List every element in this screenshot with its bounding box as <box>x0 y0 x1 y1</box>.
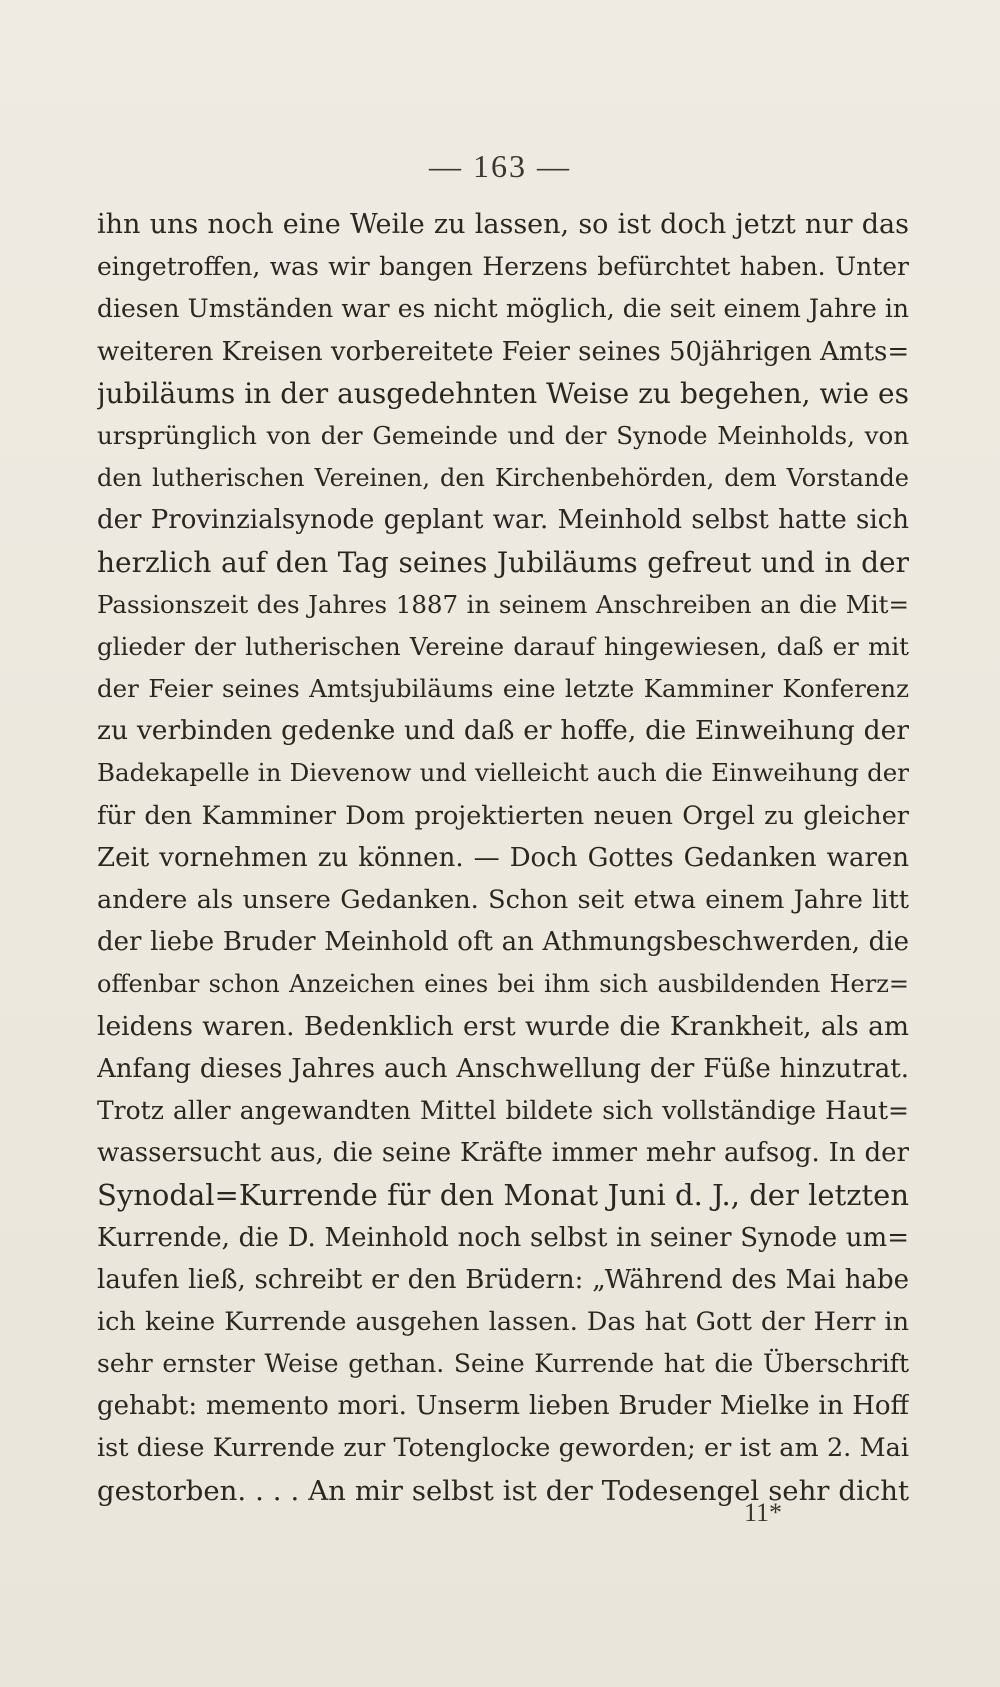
body-text <box>97 204 909 1512</box>
text-line: zu verbinden gedenke und daß er hoffe, die Einweihung der <box>97 715 909 747</box>
text-line: glieder der lutherischen Vereine darauf hingewiesen, daß er mit <box>97 631 909 661</box>
text-line: herzlich auf den Tag seines Jubiläums gefreut und in der <box>97 545 909 579</box>
text-line: jubiläums in der ausgedehnten Weise zu begehen, wie es <box>97 376 909 410</box>
text-line: den lutherischen Vereinen, den Kirchenbehörden, dem Vorstande <box>97 464 909 493</box>
text-line: weiteren Kreisen vorbereitete Feier seines 50jährigen Amts= <box>97 336 909 367</box>
signature-mark: 11* <box>744 1498 783 1527</box>
text-line: wassersucht aus, die seine Kräfte immer mehr aufsog. In der <box>97 1138 909 1169</box>
text-line: eingetroffen, was wir bangen Herzens befürchtet haben. Unter <box>97 252 909 282</box>
text-line: gestorben. . . . An mir selbst ist der Todesengel sehr dicht <box>97 1474 909 1507</box>
text-line: laufen ließ, schreibt er den Brüdern: „Während des Mai habe <box>97 1264 909 1295</box>
text-line: andere als unsere Gedanken. Schon seit etwa einem Jahre litt <box>97 885 909 915</box>
text-line: Anfang dieses Jahres auch Anschwellung der Füße hinzutrat. <box>97 1053 909 1084</box>
text-line: Passionszeit des Jahres 1887 in seinem Anschreiben an die Mit= <box>97 589 909 619</box>
text-line: der Feier seines Amtsjubiläums eine letzte Kamminer Konferenz <box>97 674 909 704</box>
text-line: offenbar schon Anzeichen eines bei ihm sich ausbildenden Herz= <box>97 970 909 999</box>
text-line: der liebe Bruder Meinhold oft an Athmungsbeschwerden, die <box>97 927 909 958</box>
text-line: Kurrende, die D. Meinhold noch selbst in seiner Synode um= <box>97 1222 909 1253</box>
page-number: — 163 — <box>429 148 571 184</box>
text-line: Trotz aller angewandten Mittel bildete sich vollständige Haut= <box>97 1095 909 1125</box>
text-line: ihn uns noch eine Weile zu lassen, so ist doch jetzt nur das <box>97 209 909 240</box>
text-line: der Provinzialsynode geplant war. Meinhold selbst hatte sich <box>97 505 909 536</box>
text-line: gehabt: memento mori. Unserm lieben Bruder Mielke in Hoff <box>97 1391 909 1422</box>
text-line: ist diese Kurrende zur Totenglocke geworden; er ist am 2. Mai <box>97 1433 909 1464</box>
text-line: leidens waren. Bedenklich erst wurde die Krankheit, als am <box>97 1010 909 1042</box>
text-line: ich keine Kurrende ausgehen lassen. Das hat Gott der Herr in <box>97 1306 909 1337</box>
text-line: für den Kamminer Dom projektierten neuen Orgel zu gleicher <box>97 800 909 831</box>
text-line: ursprünglich von der Gemeinde und der Synode Meinholds, von <box>97 420 909 450</box>
text-line: Badekapelle in Dievenow und vielleicht auch die Einweihung der <box>97 758 909 788</box>
text-line: sehr ernster Weise gethan. Seine Kurrende hat die Überschrift <box>97 1349 909 1379</box>
text-line: Zeit vornehmen zu können. — Doch Gottes Gedanken waren <box>97 842 909 873</box>
text-line: diesen Umständen war es nicht möglich, die seit einem Jahre in <box>97 294 909 324</box>
text-line: Synodal=Kurrende für den Monat Juni d. J., der letzten <box>97 1178 909 1213</box>
